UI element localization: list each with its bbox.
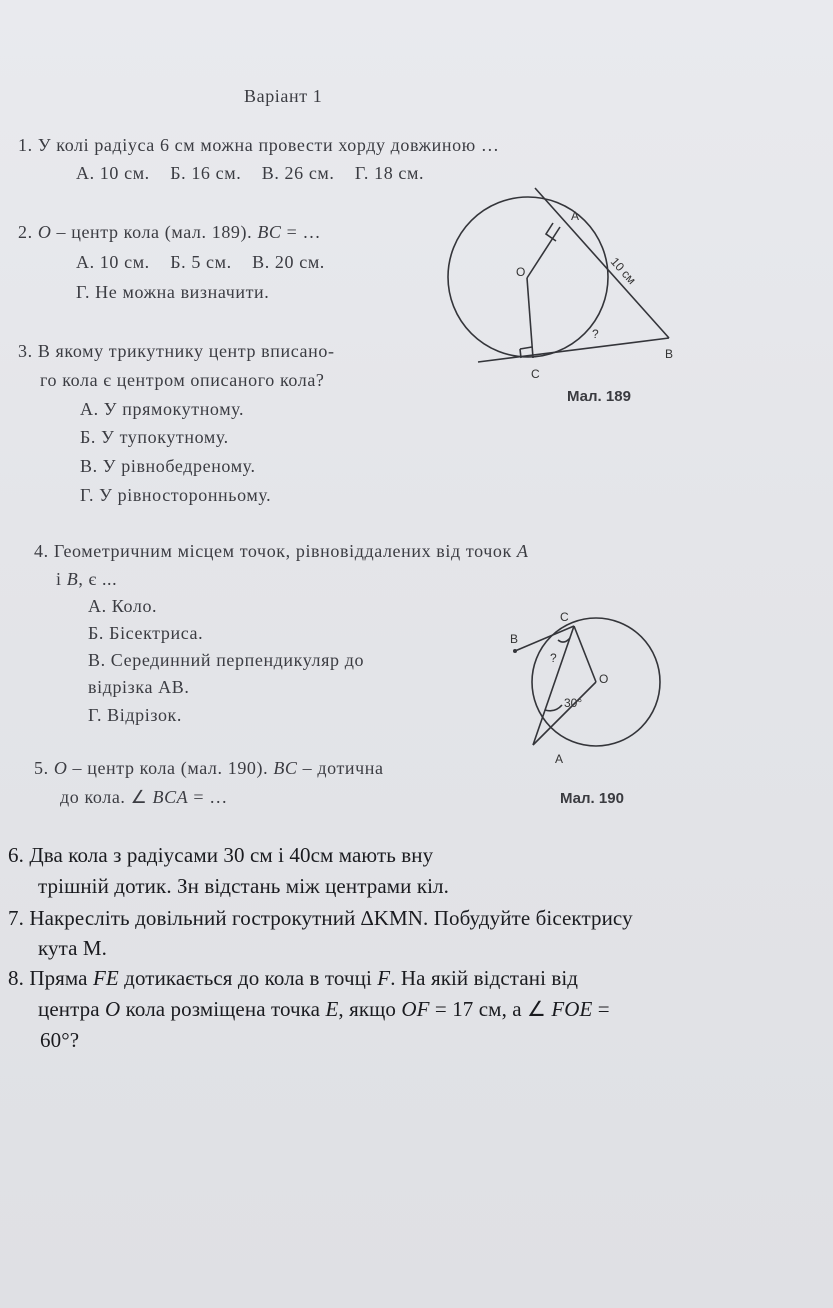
question-text: трішній дотик. Зн відстань між центрами кіл. [38, 874, 449, 898]
option: А. 10 см. [76, 252, 150, 272]
question-number: 1. [18, 135, 33, 155]
text-part: до кола. ∠ [60, 787, 153, 807]
var-f: F [377, 966, 391, 990]
fig189-label-b: B [665, 347, 674, 361]
question-text: го кола є центром описаного кола? [40, 370, 325, 390]
option: Б. 5 см. [170, 252, 232, 272]
fig189-right-angle-mark [520, 349, 521, 358]
fig190-label-angle: 30° [564, 696, 583, 710]
text-part: = … [188, 787, 228, 807]
var-o: O [53, 758, 68, 778]
var-a: A [516, 541, 529, 561]
question-number: 6. [8, 843, 24, 867]
fig190-label-b: B [510, 632, 519, 646]
fig190-point-b [513, 649, 517, 653]
fig190-label-a: A [555, 752, 564, 766]
question-number: 5. [34, 758, 49, 778]
option: В. У рівнобедреному. [80, 456, 256, 476]
fig189-right-angle-mark [520, 347, 532, 349]
var-bc: BC [273, 758, 298, 778]
question-text: кута M. [38, 936, 108, 960]
question-2-options [76, 252, 325, 273]
option: Б. У тупокутному. [80, 427, 229, 447]
question-7 [8, 906, 633, 931]
page-title: Варіант 1 [244, 86, 323, 106]
var-bca: BCA [152, 787, 189, 807]
figure-189 [440, 190, 674, 420]
question-2 [18, 222, 321, 243]
fig189-label-question: ? [592, 327, 599, 341]
fig190-label-o: O [599, 672, 609, 686]
question-text [56, 569, 117, 590]
question-number: 3. [18, 341, 33, 361]
text-part: Пряма [29, 966, 93, 990]
question-text [38, 997, 610, 1022]
option: Б. Бісектриса. [88, 623, 204, 643]
question-text: Накресліть довільний гострокутний ∆KMN. Побудуйте бісектрису [29, 906, 633, 930]
text-part: , якщо [338, 997, 402, 1021]
fig189-secant-line [478, 338, 669, 362]
var-e: E [325, 997, 339, 1021]
question-8 [8, 966, 578, 991]
question-number: 8. [8, 966, 24, 990]
var-b: B [66, 569, 79, 589]
text-part: дотикається до кола в точці [118, 966, 378, 990]
question-text: = … [281, 222, 322, 242]
option: А. Коло. [88, 596, 158, 616]
question-text: Геометричним місцем точок, рівновіддалених від точок [53, 541, 517, 561]
question-text: В якому трикутнику центр вписано- [37, 341, 335, 361]
question-text: – центр кола (мал. 189). [51, 222, 258, 242]
option: А. У прямокутному. [80, 399, 245, 419]
fig189-label-c: C [531, 367, 540, 381]
question-4 [34, 541, 529, 562]
question-number: 2. [18, 222, 33, 242]
fig189-label-o: O [516, 265, 526, 279]
text-part: = 17 см, а ∠ [429, 997, 552, 1021]
fig190-tangent-bc [515, 626, 574, 651]
option: Г. 18 см. [354, 163, 425, 183]
option: Г. Не можна визначити. [76, 282, 270, 302]
figure-190-caption: Мал. 190 [560, 790, 624, 807]
option: В. 26 см. [261, 163, 335, 183]
text-part: центра [38, 997, 106, 1021]
text-part: = [592, 997, 610, 1021]
option: В. Серединний перпендикуляр до [88, 650, 365, 670]
question-text: 60°? [40, 1028, 80, 1052]
var-of: OF [401, 997, 430, 1021]
var-foe: FOE [551, 997, 593, 1021]
text-part: і [56, 569, 67, 589]
question-5 [34, 758, 384, 779]
fig189-radius-oc [527, 278, 533, 358]
question-text: Два кола з радіусами 30 см і 40см мають вну [29, 843, 434, 867]
var-o: O [105, 997, 121, 1021]
fig189-tangent-line [535, 188, 669, 338]
option: А. 10 см. [76, 163, 150, 183]
fig190-chord-ca [533, 626, 574, 745]
option: відрізка AB. [88, 677, 190, 697]
fig190-line-co [574, 626, 596, 682]
fig190-label-question: ? [550, 651, 557, 665]
question-6 [8, 843, 433, 868]
fig189-radius-oa [527, 227, 560, 278]
fig190-angle-arc [545, 705, 562, 711]
question-number: 4. [34, 541, 49, 561]
var-o: O [37, 222, 52, 242]
text-part: – центр кола (мал. 190). [67, 758, 274, 778]
fig190-label-c: C [560, 610, 569, 624]
figure-189-caption: Мал. 189 [567, 388, 631, 405]
question-1-options [76, 163, 424, 184]
question-3 [18, 341, 335, 362]
question-number: 7. [8, 906, 24, 930]
question-text [60, 787, 228, 808]
figure-190 [500, 605, 670, 775]
question-1 [18, 135, 499, 156]
option: В. 20 см. [252, 252, 325, 272]
text-part: – дотична [297, 758, 384, 778]
text-part: , є ... [78, 569, 118, 589]
fig190-line-ao [533, 682, 596, 745]
fig189-label-length: 10 см [607, 254, 639, 287]
text-part: . На якій відстані від [390, 966, 579, 990]
var-bc: BC [257, 222, 282, 242]
fig189-right-angle-mark [546, 223, 556, 241]
option: Б. 16 см. [170, 163, 242, 183]
text-part: кола розміщена точка [120, 997, 326, 1021]
option: Г. Відрізок. [88, 705, 182, 725]
var-fe: FE [92, 966, 119, 990]
question-text: У колі радіуса 6 см можна провести хорду довжиною … [37, 135, 500, 155]
option: Г. У рівносторонньому. [80, 485, 272, 505]
fig189-label-a: A [571, 209, 580, 223]
